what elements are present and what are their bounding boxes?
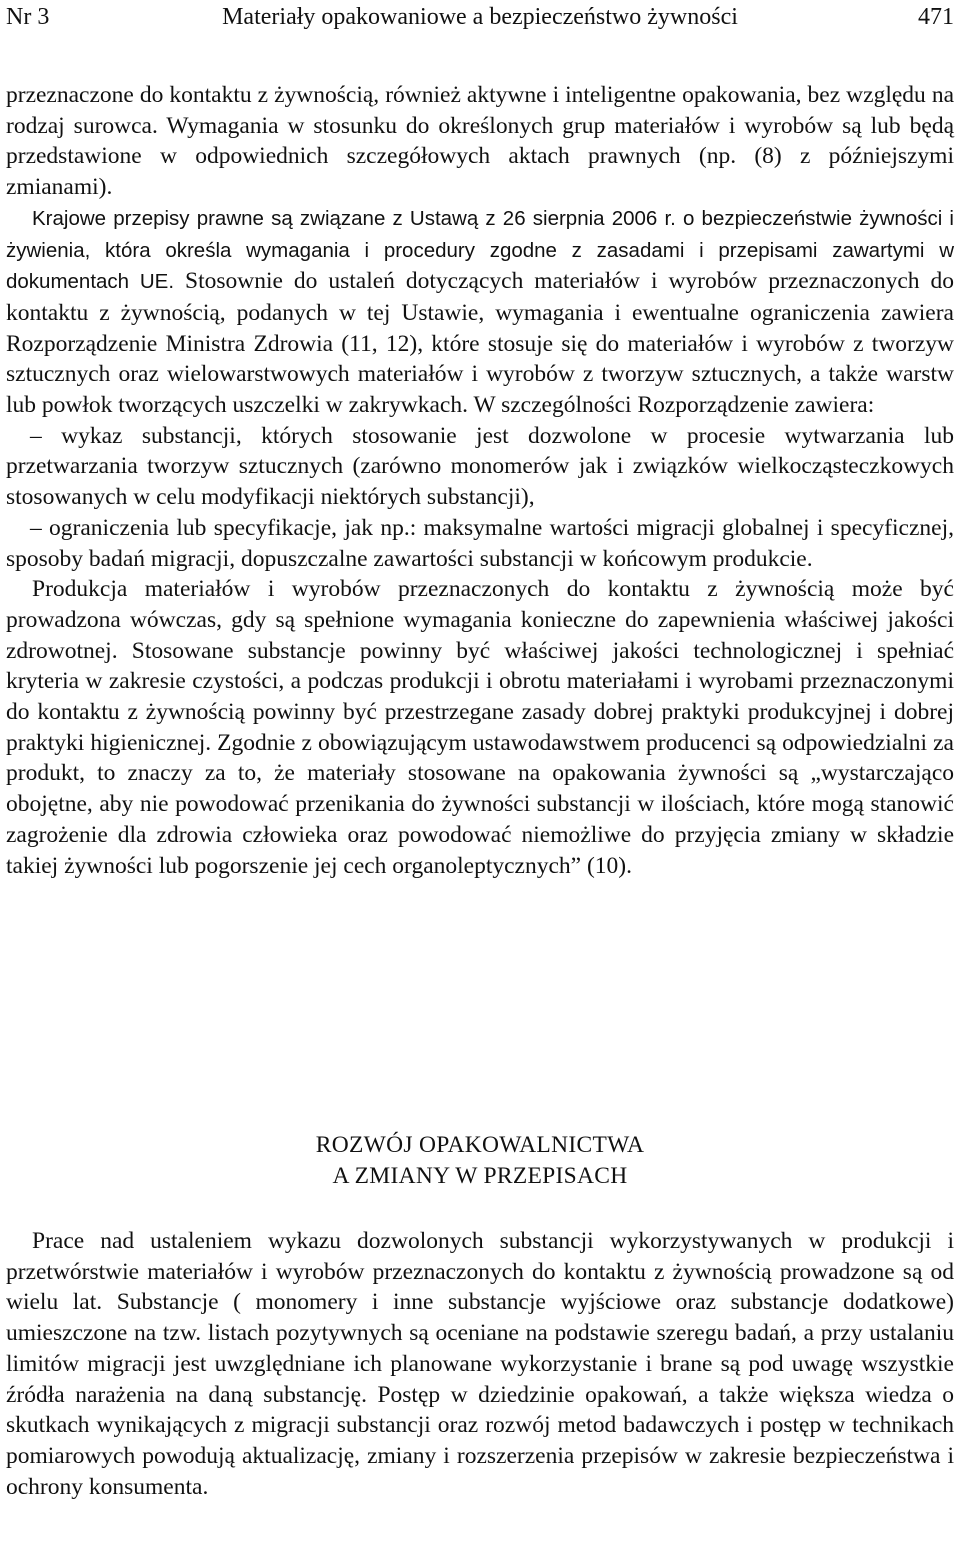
dash-list-item: – ograniczenia lub specyfikacje, jak np.: maksymalne wartości migracji globalnej i specyficznej, sposoby badań migracji, dopuszczalne zawartości substancji w końcowym produkcie.: [6, 514, 954, 572]
paragraph-continuation: Stosownie do ustaleń dotyczących materiałów i wyrobów przeznaczonych do kontaktu z żywnością, podanych w tej Ustawie, wymagania i ewentualne ograniczenia zawiera Rozporządzenie Ministra Zdrowia (11, 12), które stosuje się do materiałów i wyrobów z tworzyw sztucznych oraz wielowarstwowych materiałów i wyrobów z tworzyw sztucznych, a także warstw lub powłok tworzących uszczelki w zakrywkach. W szczególności Rozporządzenie zawiera:: [6, 268, 954, 419]
paragraph: Prace nad ustaleniem wykazu dozwolonych substancji wykorzystywanych w produkcji i przetwórstwie materiałów i wyrobów przeznaczonych do kontaktu z żywnością prowadzone są od wielu lat. Substancje ( monomery i inne substancje wyjściowe oraz substancje dodatkowe) umieszczone na tzw. listach pozytywnych są oceniane na podstawie szeregu badań, a przy ustalaniu limitów migracji jest uwzględniane ich planowane wykorzystanie i brane są pod uwagę wszystkie źródła narażenia na daną substancję. Postęp w dziedzinie opakowań, a także większa wiedza o skutkach wynikających z migracji substancji oraz rozwój metod badawczych i postęp w technikach pomiarowych powodują aktualizację, zmiany i rozszerzenia przepisów w zakresie bezpieczeństwa i ochrony konsumenta.: [6, 1228, 954, 1500]
section-heading: [6, 1130, 954, 1192]
paragraph: Produkcja materiałów i wyrobów przeznaczonych do kontaktu z żywnością może być prowadzona wówczas, gdy są spełnione wymagania konieczne do zapewnienia właściwej jakości zdrowotnej. Stosowane substancje powinny być właściwej jakości technologicznej i spełniać kryteria w zakresie czystości, a podczas produkcji i obrotu materiałami i wyrobami przeznaczonymi do kontaktu z żywnością powinny być przestrzegane zasady dobrej praktyki produkcyjnej i dobrej praktyki higienicznej. Zgodnie z obowiązującym ustawodawstwem producenci są odpowiedzialni za produkt, to znaczy za to, że materiały stosowane na opakowania żywności są „wystarczająco obojętne, aby nie powodować przenikania do żywności substancji w ilościach, które mogą stanowić zagrożenie dla zdrowia człowieka oraz powodować niemożliwe do przyjęcia zmiany w składzie takiej żywności lub pogorszenie jej cech organoleptycznych” (10).: [6, 576, 954, 879]
running-header: [6, 0, 954, 42]
sans-sentence: Krajowe przepisy prawne są związane z Ustawą z 26 sierpnia 2006 r. o bezpieczeństwie żywności i żywienia, która określa wymagania i procedury zgodne z zasadami i przepisami zawartymi w dokumentach UE.: [6, 206, 954, 294]
heading-line: A ZMIANY W PRZEPISACH: [332, 1163, 628, 1189]
document-page: [6, 0, 954, 1500]
dash-list-item: – wykaz substancji, których stosowanie jest dozwolone w procesie wytwarzania lub przetwarzania tworzyw sztucznych (zarówno monomerów jak i związków wielkocząsteczkowych stosowanych w celu modyfikacji niektórych substancji),: [6, 422, 954, 511]
section2-text: [6, 1226, 954, 1502]
paragraph: [6, 203, 954, 421]
paragraph: przeznaczone do kontaktu z żywnością, również aktywne i inteligentne opakowania, bez względu na rodzaj surowca. Wymagania w stosunku do określonych grup materiałów i wyrobów są lub będą przedstawione w odpowiednich szczegółowych aktach prawnych (np. (8) z późniejszymi zmianami).: [6, 82, 954, 201]
page-number: 471: [918, 4, 954, 30]
issue-number: Nr 3: [6, 4, 50, 30]
heading-line: ROZWÓJ OPAKOWALNICTWA: [315, 1132, 645, 1158]
section1-text: [6, 80, 954, 881]
running-title: Materiały opakowaniowe a bezpieczeństwo żywności: [222, 4, 738, 30]
